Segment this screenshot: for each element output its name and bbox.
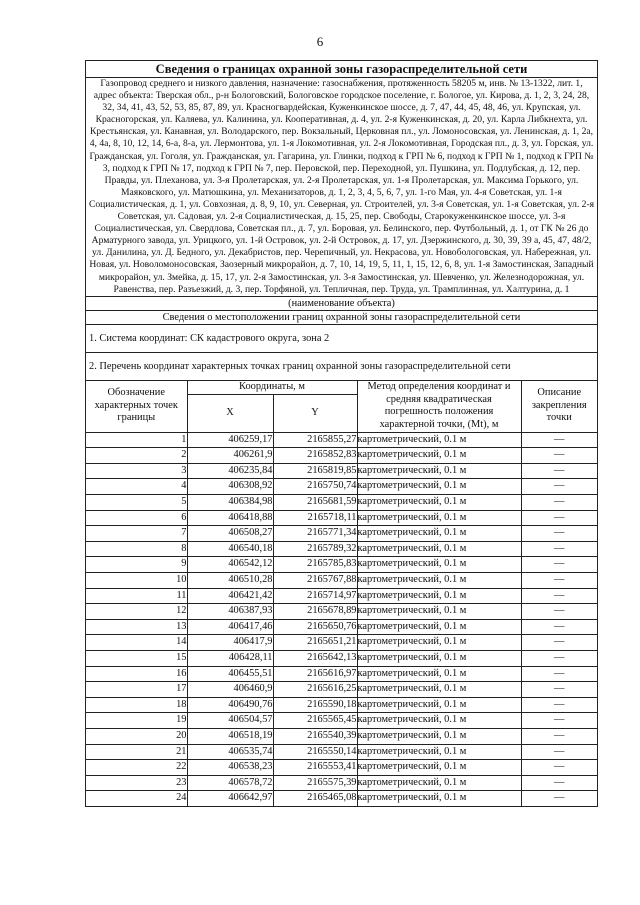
point-description: — bbox=[521, 526, 597, 542]
page-number: 6 bbox=[316, 34, 324, 49]
table-row bbox=[86, 791, 597, 806]
point-description: — bbox=[521, 432, 597, 448]
point-description: — bbox=[521, 713, 597, 729]
method: картометрический, 0.1 м bbox=[357, 775, 521, 791]
y-coordinate: 2165852,83 bbox=[273, 448, 357, 464]
method: картометрический, 0.1 м bbox=[357, 713, 521, 729]
table-row bbox=[86, 713, 597, 729]
y-coordinate: 2165650,76 bbox=[273, 619, 357, 635]
method: картометрический, 0.1 м bbox=[357, 651, 521, 667]
x-coordinate: 406417,46 bbox=[187, 619, 273, 635]
table-row bbox=[86, 682, 597, 698]
method: картометрический, 0.1 м bbox=[357, 557, 521, 573]
point-description: — bbox=[521, 775, 597, 791]
point-description: — bbox=[521, 510, 597, 526]
y-coordinate: 2165575,39 bbox=[273, 775, 357, 791]
point-description: — bbox=[521, 573, 597, 589]
x-coordinate: 406308,92 bbox=[187, 479, 273, 495]
y-coordinate: 2165819,85 bbox=[273, 463, 357, 479]
y-coordinate: 2165855,27 bbox=[273, 432, 357, 448]
header-point: Обозначение характерных точек границы bbox=[86, 380, 187, 432]
point-number: 20 bbox=[86, 728, 187, 744]
table-row bbox=[86, 619, 597, 635]
method: картометрический, 0.1 м bbox=[357, 760, 521, 776]
y-coordinate: 2165771,34 bbox=[273, 526, 357, 542]
point-number: 15 bbox=[86, 651, 187, 667]
point-number: 6 bbox=[86, 510, 187, 526]
x-coordinate: 406259,17 bbox=[187, 432, 273, 448]
point-number: 16 bbox=[86, 666, 187, 682]
point-number: 14 bbox=[86, 635, 187, 651]
x-coordinate: 406490,76 bbox=[187, 697, 273, 713]
coordinate-system: 1. Система координат: СК кадастрового округа, зона 2 bbox=[86, 324, 597, 352]
y-coordinate: 2165616,97 bbox=[273, 666, 357, 682]
y-coordinate: 2165681,59 bbox=[273, 495, 357, 511]
header-method: Метод определения координат и средняя квадратическая погрешность положения характерной точки, (Mt), м bbox=[357, 380, 521, 432]
method: картометрический, 0.1 м bbox=[357, 479, 521, 495]
x-coordinate: 406540,18 bbox=[187, 541, 273, 557]
y-coordinate: 2165651,21 bbox=[273, 635, 357, 651]
point-description: — bbox=[521, 448, 597, 464]
x-coordinate: 406455,51 bbox=[187, 666, 273, 682]
method: картометрический, 0.1 м bbox=[357, 432, 521, 448]
x-coordinate: 406578,72 bbox=[187, 775, 273, 791]
point-description: — bbox=[521, 557, 597, 573]
point-description: — bbox=[521, 635, 597, 651]
method: картометрический, 0.1 м bbox=[357, 448, 521, 464]
table-row bbox=[86, 651, 597, 667]
x-coordinate: 406642,97 bbox=[187, 791, 273, 806]
point-description: — bbox=[521, 760, 597, 776]
point-number: 8 bbox=[86, 541, 187, 557]
point-number: 22 bbox=[86, 760, 187, 776]
table-row bbox=[86, 557, 597, 573]
x-coordinate: 406508,27 bbox=[187, 526, 273, 542]
y-coordinate: 2165678,89 bbox=[273, 604, 357, 620]
y-coordinate: 2165540,39 bbox=[273, 728, 357, 744]
table-row bbox=[86, 760, 597, 776]
point-description: — bbox=[521, 791, 597, 806]
y-coordinate: 2165718,11 bbox=[273, 510, 357, 526]
table-row bbox=[86, 635, 597, 651]
object-name-caption: (наименование объекта) bbox=[86, 296, 597, 310]
x-coordinate: 406518,19 bbox=[187, 728, 273, 744]
y-coordinate: 2165642,13 bbox=[273, 651, 357, 667]
method: картометрический, 0.1 м bbox=[357, 541, 521, 557]
y-coordinate: 2165750,74 bbox=[273, 479, 357, 495]
point-description: — bbox=[521, 697, 597, 713]
y-coordinate: 2165550,14 bbox=[273, 744, 357, 760]
table-row bbox=[86, 495, 597, 511]
table-row bbox=[86, 448, 597, 464]
method: картометрический, 0.1 м bbox=[357, 526, 521, 542]
y-coordinate: 2165789,32 bbox=[273, 541, 357, 557]
x-coordinate: 406510,28 bbox=[187, 573, 273, 589]
x-coordinate: 406418,88 bbox=[187, 510, 273, 526]
point-number: 18 bbox=[86, 697, 187, 713]
point-description: — bbox=[521, 463, 597, 479]
method: картометрический, 0.1 м bbox=[357, 791, 521, 806]
method: картометрический, 0.1 м bbox=[357, 682, 521, 698]
coordinates-table bbox=[86, 380, 597, 806]
points-list-title: 2. Перечень координат характерных точках границ охранной зоны газораспределительной сети bbox=[86, 352, 597, 380]
point-description: — bbox=[521, 495, 597, 511]
point-number: 1 bbox=[86, 432, 187, 448]
table-row bbox=[86, 604, 597, 620]
x-coordinate: 406261,9 bbox=[187, 448, 273, 464]
x-coordinate: 406384,98 bbox=[187, 495, 273, 511]
method: картометрический, 0.1 м bbox=[357, 635, 521, 651]
x-coordinate: 406460,9 bbox=[187, 682, 273, 698]
point-number: 13 bbox=[86, 619, 187, 635]
point-number: 23 bbox=[86, 775, 187, 791]
method: картометрический, 0.1 м bbox=[357, 744, 521, 760]
method: картометрический, 0.1 м bbox=[357, 604, 521, 620]
x-coordinate: 406235,84 bbox=[187, 463, 273, 479]
x-coordinate: 406417,9 bbox=[187, 635, 273, 651]
method: картометрический, 0.1 м bbox=[357, 573, 521, 589]
point-description: — bbox=[521, 651, 597, 667]
zone-info-table bbox=[85, 60, 598, 807]
x-coordinate: 406504,57 bbox=[187, 713, 273, 729]
method: картометрический, 0.1 м bbox=[357, 510, 521, 526]
point-number: 7 bbox=[86, 526, 187, 542]
point-description: — bbox=[521, 479, 597, 495]
header-description: Описание закрепления точки bbox=[521, 380, 597, 432]
method: картометрический, 0.1 м bbox=[357, 619, 521, 635]
location-header: Сведения о местоположении границ охранной зоны газораспределительной сети bbox=[86, 310, 597, 324]
y-coordinate: 2165553,41 bbox=[273, 760, 357, 776]
header-y: Y bbox=[273, 394, 357, 432]
point-number: 3 bbox=[86, 463, 187, 479]
y-coordinate: 2165616,25 bbox=[273, 682, 357, 698]
table-row bbox=[86, 744, 597, 760]
point-description: — bbox=[521, 619, 597, 635]
point-number: 17 bbox=[86, 682, 187, 698]
point-number: 24 bbox=[86, 791, 187, 806]
y-coordinate: 2165785,83 bbox=[273, 557, 357, 573]
table-row bbox=[86, 573, 597, 589]
y-coordinate: 2165465,08 bbox=[273, 791, 357, 806]
point-description: — bbox=[521, 682, 597, 698]
table-row bbox=[86, 463, 597, 479]
y-coordinate: 2165565,45 bbox=[273, 713, 357, 729]
x-coordinate: 406421,42 bbox=[187, 588, 273, 604]
x-coordinate: 406428,11 bbox=[187, 651, 273, 667]
point-number: 5 bbox=[86, 495, 187, 511]
point-number: 19 bbox=[86, 713, 187, 729]
y-coordinate: 2165590,18 bbox=[273, 697, 357, 713]
y-coordinate: 2165714,97 bbox=[273, 588, 357, 604]
table-row bbox=[86, 666, 597, 682]
point-description: — bbox=[521, 588, 597, 604]
table-row bbox=[86, 526, 597, 542]
method: картометрический, 0.1 м bbox=[357, 495, 521, 511]
x-coordinate: 406535,74 bbox=[187, 744, 273, 760]
point-number: 4 bbox=[86, 479, 187, 495]
method: картометрический, 0.1 м bbox=[357, 697, 521, 713]
table-row bbox=[86, 588, 597, 604]
point-number: 2 bbox=[86, 448, 187, 464]
y-coordinate: 2165767,88 bbox=[273, 573, 357, 589]
point-description: — bbox=[521, 728, 597, 744]
point-number: 12 bbox=[86, 604, 187, 620]
method: картометрический, 0.1 м bbox=[357, 728, 521, 744]
point-description: — bbox=[521, 604, 597, 620]
method: картометрический, 0.1 м bbox=[357, 666, 521, 682]
document-title: Сведения о границах охранной зоны газораспределительной сети bbox=[86, 61, 597, 78]
table-row bbox=[86, 479, 597, 495]
object-description: Газопровод среднего и низкого давления, назначение: газоснабжения, протяженность 58205 м, инв. № 13-1322, лит. 1, адрес объекта: Тверская обл., р-н Бологовский, Бологовское городское поселение, г. Бологое, ул. Кирова, д. 1, 2, 3, 24, 28, 32, 34, 41, 43, 52, 53, 85, 87, 89, ул. Красногвардейская, Куженкинское шоссе, д. 7, 47, 44, 45, 48, 46, ул. Крупская, ул. Красногорская, ул. Каляева, ул. Калинина, ул. Кооперативная, д. 4, ул. 2-я Куженкинская, д. 20, ул. Карла Либкнехта, ул. Крестьянская, ул. Канавная, ул. Володарского, пер. Вокзальный, Церковная пл., ул. Ломоносовская, ул. Ленинская, д. 1, 2а, 4, 4а, 8, 10, 12, 14, 6-а, 8-а, ул. Лермонтова, ул. 1-я Локомотивная, ул. 2-я Локомотивная, Городская пл., д. 3, ул. Горская, ул. Гражданская, ул. Гоголя, ул. Гражданская, ул. Гагарина, ул. Глинки, подход к ГРП № 6, подход к ГРП № 1, подход к ГРП № 3, подход к ГРП № 17, подход к ГРП № 7, пер. Перовской, пер. Переходной, ул. Пушкина, ул. Подлубская, д. 12, пер. Правды, ул. Плеханова, ул. 3-я Пролетарская, ул. 2-я Пролетарская, ул. 1-я Пролетарская, ул. Максима Горького, ул. Маяковского, ул. Матюшкина, ул. Механизаторов, д. 1, 2, 3, 4, 5, 6, 7, ул. 1-го Мая, ул. 4-я Советская, ул. 1-я Социалистическая, д. 1, ул. Совхозная, д. 8, 9, 10, ул. Северная, ул. Строителей, ул. 3-я Советская, ул. 1-я Советская, ул. 2-я Советская, ул. Садовая, ул. 2-я Социалистическая, д. 15, 25, пер. Свободы, Старокуженкинское шоссе, ул. 3-я Социалистическая, ул. Свердлова, Советская пл., д. 7, ул. Боровая, ул. Белинского, пер. Футбольный, д. 1, от ГК № 26 до Арматурного завода, ул. Урицкого, ул. 1-й Островок, ул. 2-й Островок, д. 17, ул. Дзержинского, д. 30, 39, 39 а, 45, 47, 48/2, ул. Данилина, ул. Д. Бедного, ул. Декабристов, пер. Черепичный, ул. Некрасова, ул. Новобологовская, ул. Набережная, ул. Новая, ул. Новоломоносовская, Заозерный микрорайон, д. 7, 10, 14, 19, 5, 11, 1, 15, 12, 6, 8, ул. 1-я Замостинская, Западный микрорайон, ул. Змейка, д. 15, 17, ул. 2-я Замостинская, ул. 3-я Замостинская, ул. Шевченко, ул. Железнодорожная, ул. Равенства, пер. Разъезжий, д. 3, пер. Торфяной, ул. Тепличная, пер. Труда, ул. Трамплинная, ул. Халтурина, д. 1 bbox=[88, 78, 595, 295]
point-number: 21 bbox=[86, 744, 187, 760]
table-row bbox=[86, 432, 597, 448]
method: картометрический, 0.1 м bbox=[357, 463, 521, 479]
point-description: — bbox=[521, 666, 597, 682]
point-number: 9 bbox=[86, 557, 187, 573]
x-coordinate: 406542,12 bbox=[187, 557, 273, 573]
table-row bbox=[86, 728, 597, 744]
header-x: X bbox=[187, 394, 273, 432]
table-row bbox=[86, 775, 597, 791]
x-coordinate: 406538,23 bbox=[187, 760, 273, 776]
x-coordinate: 406387,93 bbox=[187, 604, 273, 620]
method: картометрический, 0.1 м bbox=[357, 588, 521, 604]
point-description: — bbox=[521, 744, 597, 760]
table-row bbox=[86, 541, 597, 557]
point-description: — bbox=[521, 541, 597, 557]
header-coords: Координаты, м bbox=[187, 380, 357, 394]
point-number: 11 bbox=[86, 588, 187, 604]
table-row bbox=[86, 697, 597, 713]
table-row bbox=[86, 510, 597, 526]
point-number: 10 bbox=[86, 573, 187, 589]
